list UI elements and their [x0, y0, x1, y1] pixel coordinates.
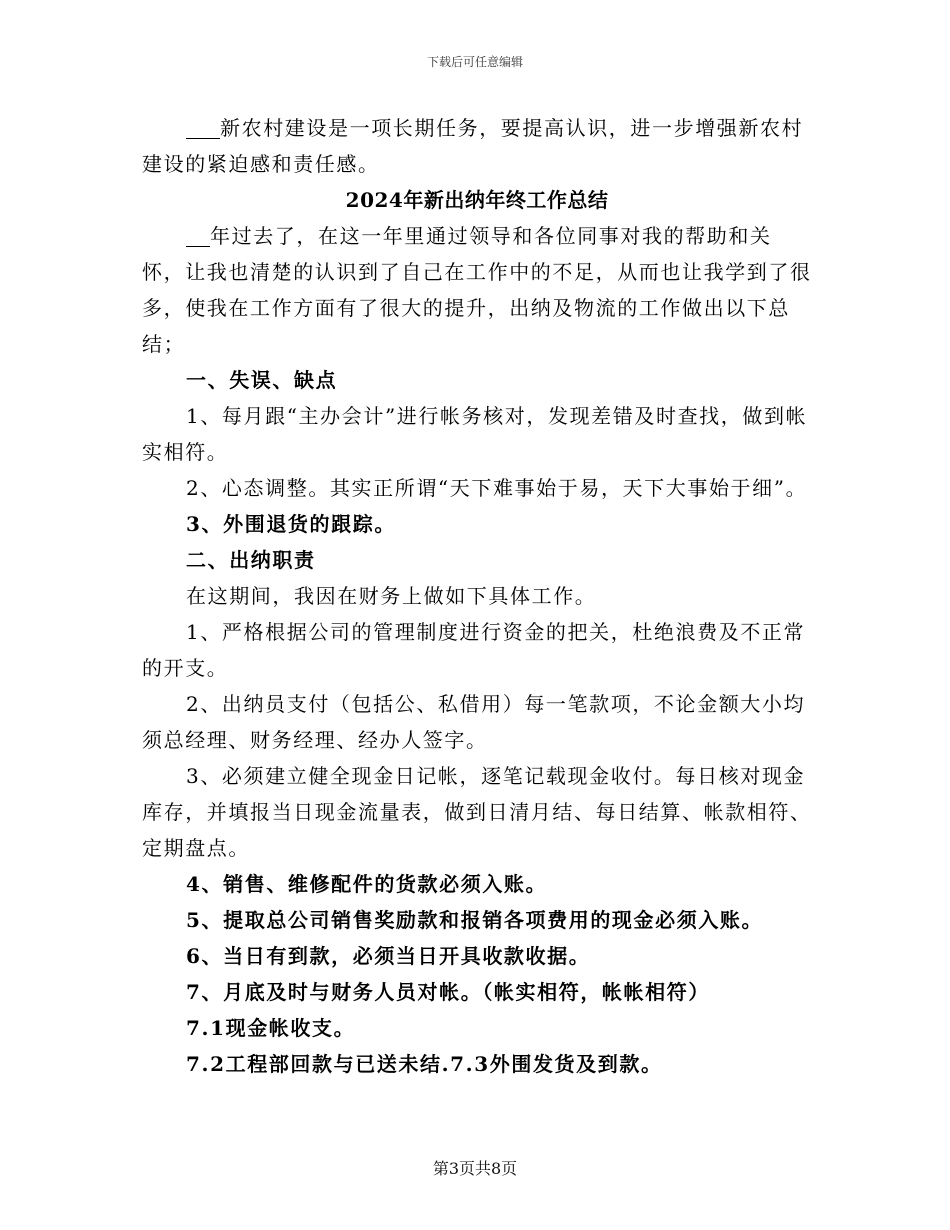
paragraph-item-3: 3、外围退货的跟踪。 — [186, 512, 396, 536]
section-heading-duties: 二、出纳职责 — [186, 548, 316, 572]
paragraph-duty-3: 3、必须建立健全现金日记帐，逐笔记载现金收付。每日核对现金库存，并填报当日现金流量表，做到日清月结、每日结算、帐款相符、定期盘点。 — [142, 764, 812, 860]
fill-in-blank — [186, 224, 210, 247]
section-heading-mistakes: 一、失误、缺点 — [186, 368, 338, 392]
paragraph-duty-5: 5、提取总公司销售奖励款和报销各项费用的现金必须入账。 — [186, 908, 764, 932]
page-footer: 第3页共8页 — [432, 1159, 518, 1178]
page-header: 下载后可任意编辑 — [426, 55, 523, 69]
document-body — [142, 110, 812, 1082]
document-title: 2024年新出纳年终工作总结 — [345, 188, 609, 212]
paragraph-item-1: 1、每月跟“主办会计”进行帐务核对，发现差错及时查找，做到帐实相符。 — [142, 404, 808, 464]
fill-in-blank — [186, 116, 220, 139]
paragraph-duty-1: 1、严格根据公司的管理制度进行资金的把关，杜绝浪费及不正常的开支。 — [142, 620, 806, 680]
paragraph-duty-7: 7、月底及时与财务人员对帐。（帐实相符，帐帐相符） — [186, 980, 710, 1004]
paragraph-duty-7-2: 7.2工程部回款与已送未结.7.3外围发货及到款。 — [186, 1052, 663, 1076]
paragraph-duty-4: 4、销售、维修配件的货款必须入账。 — [186, 872, 548, 896]
paragraph-duty-2: 2、出纳员支付（包括公、私借用）每一笔款项，不论金额大小均须总经理、财务经理、经办人签字。 — [142, 692, 806, 752]
paragraph-summary: 年过去了，在这一年里通过领导和各位同事对我的帮助和关怀，让我也清楚的认识到了自己在工作中的不足，从而也让我学到了很多，使我在工作方面有了很大的提升，出纳及物流的工作做出以下总结； — [142, 224, 812, 356]
paragraph-duty-6: 6、当日有到款，必须当日开具收款收据。 — [186, 944, 591, 968]
paragraph-intro: 新农村建设是一项长期任务，要提高认识，进一步增强新农村建设的紧迫感和责任感。 — [142, 116, 804, 176]
paragraph-item-2: 2、心态调整。其实正所谓“天下难事始于易，天下大事始于细”。 — [186, 476, 808, 500]
paragraph-duties-intro: 在这期间，我因在财务上做如下具体工作。 — [186, 584, 597, 608]
paragraph-duty-7-1: 7.1现金帐收支。 — [186, 1016, 356, 1040]
